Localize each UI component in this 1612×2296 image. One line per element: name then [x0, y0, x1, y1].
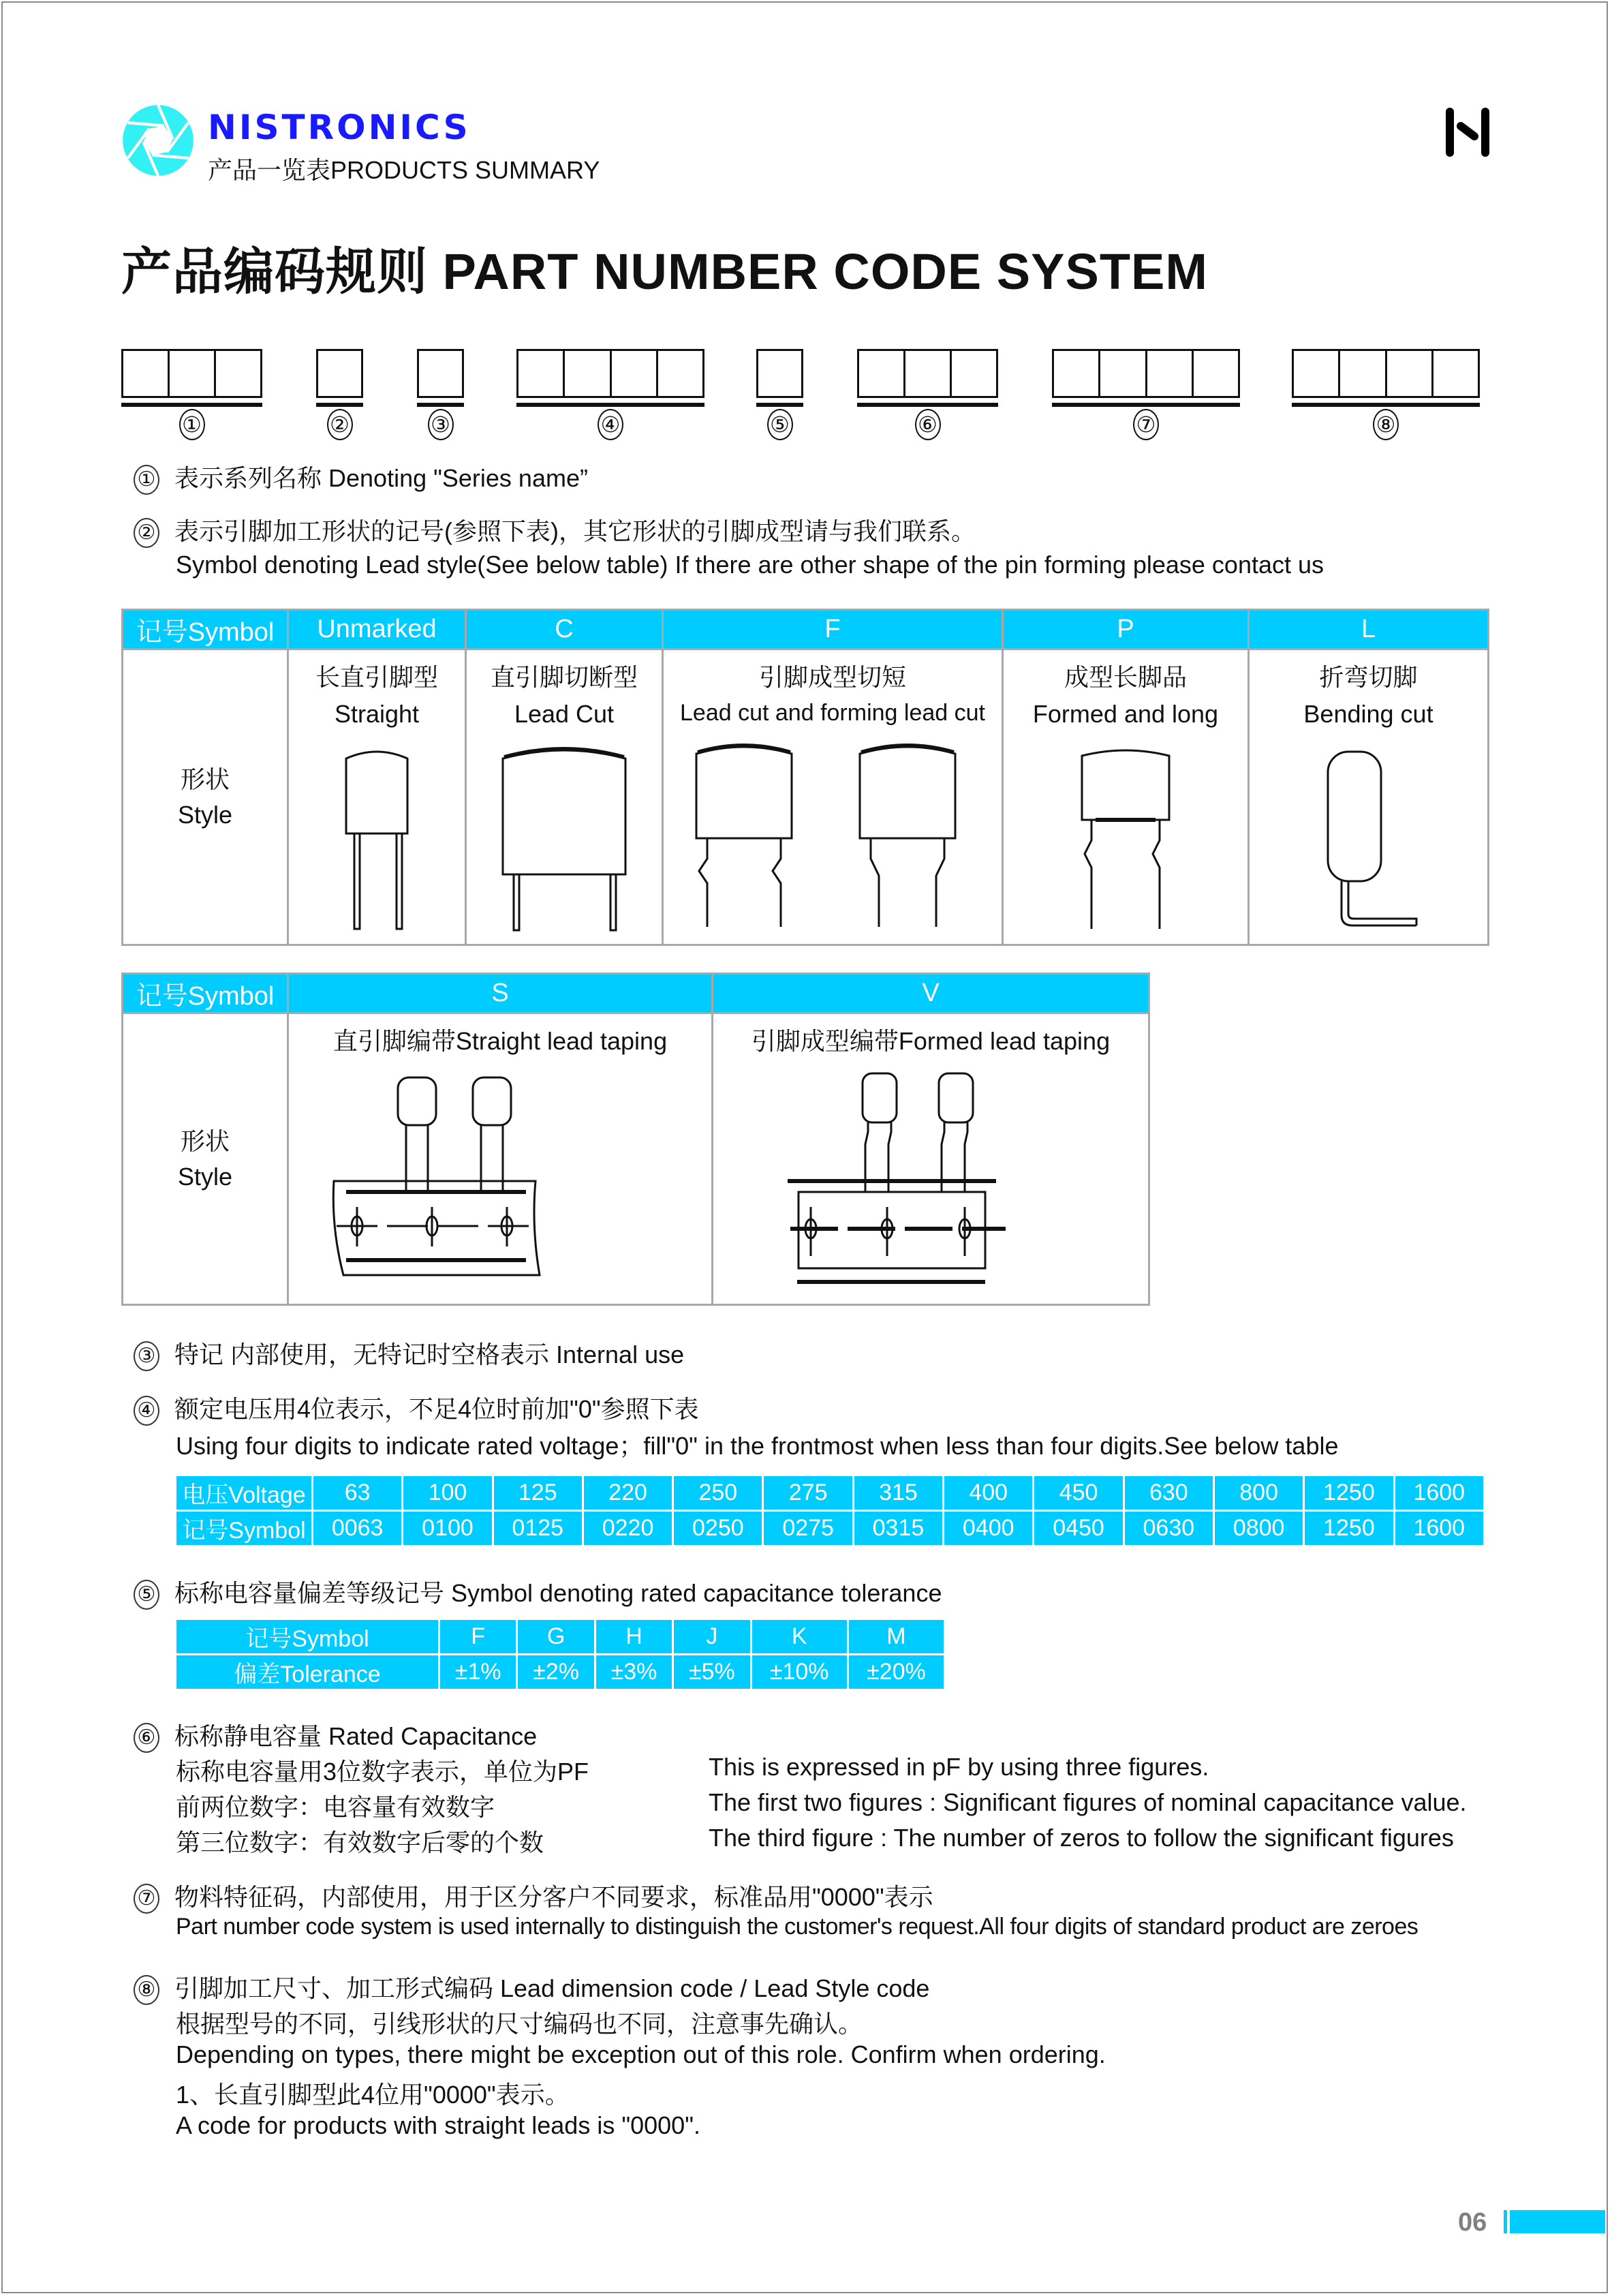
section-number: ⑦ — [134, 1884, 159, 1914]
code-group-box — [417, 349, 464, 398]
code-group-label: ⑧ — [1373, 409, 1399, 440]
voltage-cell: 1250 — [1305, 1476, 1393, 1510]
tolerance-value-cell: ±1% — [440, 1655, 516, 1689]
section-4-en: Using four digits to indicate rated voltage；fill"0" in the frontmost when less than four digits.See below table — [176, 1432, 1339, 1460]
tolerance-symbol-cell: K — [752, 1620, 847, 1653]
aperture-logo-icon — [121, 104, 195, 177]
tolerance-value-cell: ±10% — [752, 1655, 847, 1689]
tolerance-value-cell: ±20% — [849, 1655, 944, 1689]
voltage-symbol-cell: 0450 — [1034, 1512, 1122, 1545]
tolerance-symbol-cell: J — [674, 1620, 749, 1653]
tolerance-symbol-cell: M — [849, 1620, 944, 1653]
section-8-line-0: 根据型号的不同，引线形状的尺寸编码也不同，注意事先确认。 — [176, 2010, 863, 2038]
style-en: Lead Cut — [514, 700, 615, 728]
code-cell — [518, 351, 563, 396]
tolerance-value-cell: ±3% — [596, 1655, 672, 1689]
brand-subtitle: 产品一览表PRODUCTS SUMMARY — [208, 156, 600, 184]
voltage-table — [174, 1474, 1485, 1547]
code-group-number — [121, 409, 262, 440]
style-en: Bending cut — [1303, 700, 1433, 728]
section-6-en-1: The first two figures : Significant figures of nominal capacitance value. — [709, 1788, 1467, 1816]
tolerance-symbol-row — [176, 1620, 944, 1653]
code-cell — [758, 351, 801, 396]
bent-lead-capacitor-icon — [1307, 745, 1430, 936]
lead-cut-capacitor-icon — [496, 745, 632, 936]
tolerance-header: 偏差Tolerance — [176, 1655, 438, 1689]
style-label-en: Style — [177, 1162, 233, 1191]
voltage-cell: 100 — [403, 1476, 491, 1510]
style-desc: 引脚成型编带Formed lead taping — [751, 1027, 1111, 1055]
voltage-symbol-cell: 0800 — [1215, 1512, 1303, 1545]
voltage-cell: 250 — [674, 1476, 762, 1510]
code-group-underline — [121, 403, 262, 407]
section-7 — [134, 1878, 933, 1914]
straight-taping-icon — [330, 1071, 670, 1296]
code-cell — [1294, 351, 1338, 396]
code-cell — [1431, 351, 1478, 396]
code-cell — [656, 351, 702, 396]
section-4-cn: 额定电压用4位表示，不足4位时前加"0"参照下表 — [174, 1395, 699, 1423]
tolerance-symbol-header: 记号Symbol — [176, 1620, 438, 1653]
formed-cut-capacitor-icon — [683, 743, 982, 934]
style-desc: 直引脚编带Straight lead taping — [332, 1027, 668, 1055]
page-accent-bar — [1510, 2210, 1605, 2233]
voltage-symbol-row — [176, 1512, 1483, 1545]
style-cell-lead-cut — [466, 649, 663, 945]
voltage-header: 电压Voltage — [176, 1476, 311, 1510]
style-cell-bending-cut — [1249, 649, 1489, 945]
voltage-cell: 315 — [854, 1476, 942, 1510]
style-cell-formed-cut — [663, 649, 1003, 945]
voltage-symbol-cell: 0125 — [494, 1512, 582, 1545]
section-number: ② — [134, 518, 159, 548]
voltage-cell: 630 — [1125, 1476, 1213, 1510]
section-8-line-3: A code for products with straight leads is "0000". — [176, 2111, 700, 2139]
straight-lead-capacitor-icon — [326, 745, 428, 936]
style-en: Straight — [334, 700, 420, 728]
section-6 — [134, 1717, 537, 1753]
voltage-symbol-cell: 1250 — [1305, 1512, 1393, 1545]
code-cell — [1054, 351, 1098, 396]
code-cell — [168, 351, 214, 396]
voltage-symbol-cell: 0630 — [1125, 1512, 1213, 1545]
voltage-symbol-cell: 0275 — [764, 1512, 852, 1545]
code-group-number — [857, 409, 998, 440]
section-8-line-1: Depending on types, there might be exception out of this role. Confirm when ordering. — [176, 2040, 1106, 2068]
symbol-p: P — [1003, 610, 1249, 649]
section-8 — [134, 1970, 929, 2005]
code-group-label: ③ — [428, 409, 454, 440]
symbol-header: 记号Symbol — [123, 610, 288, 649]
page-number: 06 — [1458, 2208, 1487, 2237]
section-5 — [134, 1574, 942, 1610]
style-cell-straight-taping — [288, 1013, 713, 1305]
voltage-row — [176, 1476, 1483, 1510]
code-group-box — [1052, 349, 1240, 398]
section-5-text: 标称电容量偏差等级记号 Symbol denoting rated capacitance tolerance — [174, 1579, 942, 1607]
code-cell — [1145, 351, 1192, 396]
section-2 — [134, 512, 976, 548]
voltage-cell: 450 — [1034, 1476, 1122, 1510]
tolerance-value-cell: ±2% — [518, 1655, 593, 1689]
code-group-number — [1052, 409, 1240, 440]
page-title: 产品编码规则 PART NUMBER CODE SYSTEM — [121, 243, 1209, 300]
voltage-cell: 125 — [494, 1476, 582, 1510]
code-cell — [318, 351, 361, 396]
code-cell — [950, 351, 996, 396]
symbol-f: F — [663, 610, 1003, 649]
voltage-cell: 220 — [584, 1476, 672, 1510]
voltage-symbol-cell: 0400 — [944, 1512, 1032, 1545]
style-cell-straight — [288, 649, 466, 945]
style-cell-formed-long — [1003, 649, 1249, 945]
section-1-text: 表示系列名称 Denoting "Series name” — [174, 464, 588, 492]
section-number: ④ — [134, 1396, 159, 1426]
code-group-underline — [857, 403, 998, 407]
tolerance-value-row — [176, 1655, 944, 1689]
code-cell — [859, 351, 903, 396]
voltage-symbol-cell: 0315 — [854, 1512, 942, 1545]
formed-taping-icon — [760, 1071, 1101, 1296]
code-group-underline — [756, 403, 803, 407]
brand-name: NISTRONICS — [208, 108, 471, 147]
style-cell-formed-taping — [713, 1013, 1149, 1305]
symbol-header: 记号Symbol — [123, 974, 288, 1013]
code-group-label: ⑥ — [915, 409, 941, 440]
code-group-number — [316, 409, 363, 440]
symbol-v: V — [713, 974, 1149, 1013]
code-group-box — [756, 349, 803, 398]
code-cell — [610, 351, 656, 396]
style-cn: 直引脚切断型 — [490, 663, 638, 691]
style-cn: 引脚成型切短 — [758, 663, 906, 691]
style-label — [123, 1013, 288, 1305]
code-cell — [1192, 351, 1238, 396]
code-group-underline — [417, 403, 464, 407]
code-group-label: ⑤ — [767, 409, 793, 440]
code-cell — [1385, 351, 1431, 396]
symbol-l: L — [1249, 610, 1489, 649]
style-en: Lead cut and forming lead cut — [680, 700, 985, 726]
voltage-symbol-header: 记号Symbol — [176, 1512, 311, 1545]
code-group-number — [516, 409, 704, 440]
code-group-underline — [516, 403, 704, 407]
symbol-c: C — [466, 610, 663, 649]
voltage-cell: 275 — [764, 1476, 852, 1510]
code-group-underline — [316, 403, 363, 407]
section-number: ⑤ — [134, 1580, 159, 1610]
voltage-symbol-cell: 0100 — [403, 1512, 491, 1545]
section-6-cn-0: 标称电容量用3位数字表示，单位为PF — [176, 1758, 589, 1786]
taping-style-table — [121, 973, 1150, 1306]
voltage-cell: 400 — [944, 1476, 1032, 1510]
tolerance-symbol-cell: F — [440, 1620, 516, 1653]
code-cell — [123, 351, 168, 396]
voltage-cell: 800 — [1215, 1476, 1303, 1510]
tolerance-table — [174, 1618, 946, 1691]
code-cell — [214, 351, 260, 396]
section-number: ① — [134, 465, 159, 495]
section-6-cn-1: 前两位数字：电容量有效数字 — [176, 1793, 495, 1821]
code-cell — [903, 351, 950, 396]
code-group-box — [316, 349, 363, 398]
code-group-underline — [1052, 403, 1240, 407]
section-3 — [134, 1336, 684, 1371]
code-cell — [419, 351, 462, 396]
code-group-label: ② — [327, 409, 353, 440]
style-cn: 折弯切脚 — [1319, 663, 1418, 691]
code-group-number — [417, 409, 464, 440]
n-monogram-icon — [1443, 108, 1492, 157]
section-number: ⑥ — [134, 1723, 159, 1753]
tolerance-value-cell: ±5% — [674, 1655, 749, 1689]
section-7-cn: 物料特征码，内部使用，用于区分客户不同要求，标准品用"0000"表示 — [174, 1883, 933, 1911]
section-number: ⑧ — [134, 1975, 159, 2005]
tolerance-symbol-cell: G — [518, 1620, 593, 1653]
code-group-box — [121, 349, 262, 398]
section-8-title: 引脚加工尺寸、加工形式编码 Lead dimension code / Lead Style code — [174, 1974, 930, 2002]
section-6-en-0: This is expressed in pF by using three figures. — [709, 1753, 1209, 1781]
voltage-symbol-cell: 0250 — [674, 1512, 762, 1545]
section-1 — [134, 459, 588, 495]
style-cn: 成型长脚品 — [1064, 663, 1187, 691]
style-label-en: Style — [177, 800, 233, 829]
section-3-text: 特记 内部使用，无特记时空格表示 Internal use — [174, 1341, 685, 1368]
page-accent-bar — [1504, 2210, 1507, 2233]
code-group-box — [1292, 349, 1480, 398]
section-4 — [134, 1390, 699, 1426]
code-cell — [563, 351, 609, 396]
code-group-label: ⑦ — [1133, 409, 1159, 440]
style-label-cn: 形状 — [180, 1127, 230, 1155]
symbol-unmarked: Unmarked — [288, 610, 466, 649]
code-group-underline — [1292, 403, 1480, 407]
voltage-symbol-cell: 0063 — [313, 1512, 401, 1545]
code-group-number — [756, 409, 803, 440]
voltage-symbol-cell: 1600 — [1395, 1512, 1483, 1545]
style-en: Formed and long — [1032, 700, 1219, 728]
style-cn: 长直引脚型 — [315, 663, 438, 691]
section-6-en-2: The third figure : The number of zeros to follow the significant figures — [709, 1824, 1454, 1852]
code-group-number — [1292, 409, 1480, 440]
style-label — [123, 649, 288, 945]
voltage-cell: 1600 — [1395, 1476, 1483, 1510]
voltage-cell: 63 — [313, 1476, 401, 1510]
code-cell — [1338, 351, 1384, 396]
lead-style-table — [121, 609, 1489, 946]
style-label-cn: 形状 — [180, 765, 230, 793]
code-group-box — [857, 349, 998, 398]
code-group-box — [516, 349, 704, 398]
section-6-cn-2: 第三位数字：有效数字后零的个数 — [176, 1828, 544, 1856]
code-group-label: ① — [179, 409, 205, 440]
symbol-s: S — [288, 974, 713, 1013]
section-8-line-2: 1、长直引脚型此4位用"0000"表示。 — [176, 2081, 570, 2109]
formed-long-capacitor-icon — [1071, 745, 1180, 936]
code-cell — [1098, 351, 1145, 396]
section-7-en: Part number code system is used internally to distinguish the customer's request.All four digits of standard product are zeroes — [176, 1914, 1419, 1940]
section-2-en: Symbol denoting Lead style(See below table) If there are other shape of the pin forming please contact us — [176, 551, 1324, 579]
code-group-label: ④ — [598, 409, 623, 440]
section-number: ③ — [134, 1341, 159, 1371]
tolerance-symbol-cell: H — [596, 1620, 672, 1653]
voltage-symbol-cell: 0220 — [584, 1512, 672, 1545]
section-6-title: 标称静电容量 Rated Capacitance — [174, 1722, 538, 1750]
section-2-cn: 表示引脚加工形状的记号(参照下表)，其它形状的引脚成型请与我们联系。 — [174, 517, 976, 545]
